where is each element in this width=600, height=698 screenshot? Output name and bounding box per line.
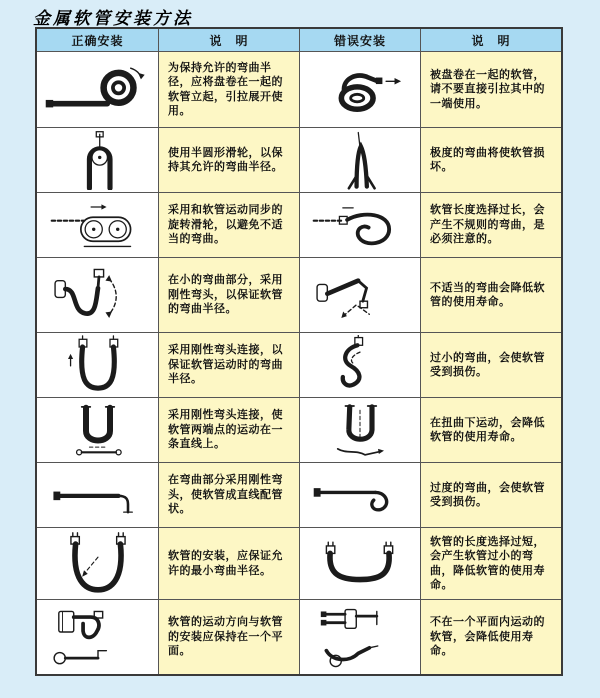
table-row — [37, 127, 561, 192]
table-row — [37, 527, 561, 599]
rigid-elbow-small-bend-icon — [37, 258, 158, 332]
wrong-description: 在扭曲下运动，会降低软管的使用寿命。 — [420, 398, 561, 462]
table-row — [37, 51, 561, 127]
hose-over-semicircular-pulley-icon — [37, 128, 158, 192]
table-row — [37, 462, 561, 527]
correct-description: 采用和软管运动同步的旋转滑轮，以避免不适当的弯曲。 — [158, 193, 299, 257]
correct-description: 为保持允许的弯曲半径，应将盘卷在一起的软管立起，引拉展开使用。 — [158, 52, 299, 127]
wrong-description: 被盘卷在一起的软管，请不要直接引拉其中的一端使用。 — [420, 52, 561, 127]
table-row — [37, 599, 561, 674]
excessive-bend-at-end-icon — [299, 463, 420, 527]
correct-description: 软管的运动方向与软管的安装应保持在一个平面。 — [158, 600, 299, 674]
wrong-description: 不适当的弯曲会降低软管的使用寿命。 — [420, 258, 561, 332]
motion-in-same-plane-icon — [37, 600, 158, 674]
header-wrong-install: 错误安装 — [299, 29, 420, 51]
wrong-description: 过小的弯曲，会使软管受到损伤。 — [420, 333, 561, 397]
page-title: 金属软管安装方法 — [33, 9, 193, 29]
coiled-hose-end-pulled-icon — [299, 52, 420, 127]
motion-out-of-plane-icon — [299, 600, 420, 674]
hose-extreme-sharp-bend-icon — [299, 128, 420, 192]
overlong-hose-irregular-loop-icon — [299, 193, 420, 257]
correct-description: 在弯曲部分采用刚性弯头，使软管成直线配管状。 — [158, 463, 299, 527]
correct-description: 采用刚性弯头连接，以保证软管运动时的弯曲半径。 — [158, 333, 299, 397]
minimum-bend-radius-u-icon — [37, 528, 158, 599]
installation-table — [35, 27, 563, 676]
header-description-1: 说 明 — [158, 29, 299, 51]
synchronized-rotating-pulleys-icon — [37, 193, 158, 257]
too-small-bend-hook-icon — [299, 333, 420, 397]
coiled-hose-stand-up-unroll-icon — [37, 52, 158, 127]
wrong-description: 软管长度选择过长，会产生不规则的弯曲，是必须注意的。 — [420, 193, 561, 257]
u-shape-endpoints-in-line-icon — [37, 398, 158, 462]
straight-piping-with-rigid-elbow-icon — [37, 463, 158, 527]
correct-description: 软管的安装，应保证允许的最小弯曲半径。 — [158, 528, 299, 599]
header-correct-install: 正确安装 — [37, 29, 158, 51]
too-short-hose-shallow-u-icon — [299, 528, 420, 599]
wrong-description: 软管的长度选择过短，会产生软管过小的弯曲，降低软管的使用寿命。 — [420, 528, 561, 599]
wrong-description: 不在一个平面内运动的软管，会降低使用寿命。 — [420, 600, 561, 674]
correct-description: 使用半圆形滑轮，以保持其允许的弯曲半径。 — [158, 128, 299, 192]
u-shape-twisted-motion-icon — [299, 398, 420, 462]
wrong-description: 极度的弯曲将使软管损坏。 — [420, 128, 561, 192]
table-header-row — [37, 29, 561, 51]
wrong-description: 过度的弯曲，会使软管受到损伤。 — [420, 463, 561, 527]
header-description-2: 说 明 — [420, 29, 561, 51]
table-row — [37, 397, 561, 462]
rigid-elbow-u-loop-icon — [37, 333, 158, 397]
correct-description: 在小的弯曲部分，采用刚性弯头，以保证软管的弯曲半径。 — [158, 258, 299, 332]
correct-description: 采用刚性弯头连接，使软管两端点的运动在一条直线上。 — [158, 398, 299, 462]
table-row — [37, 257, 561, 332]
improper-bend-at-fitting-icon — [299, 258, 420, 332]
table-row — [37, 192, 561, 257]
table-row — [37, 332, 561, 397]
